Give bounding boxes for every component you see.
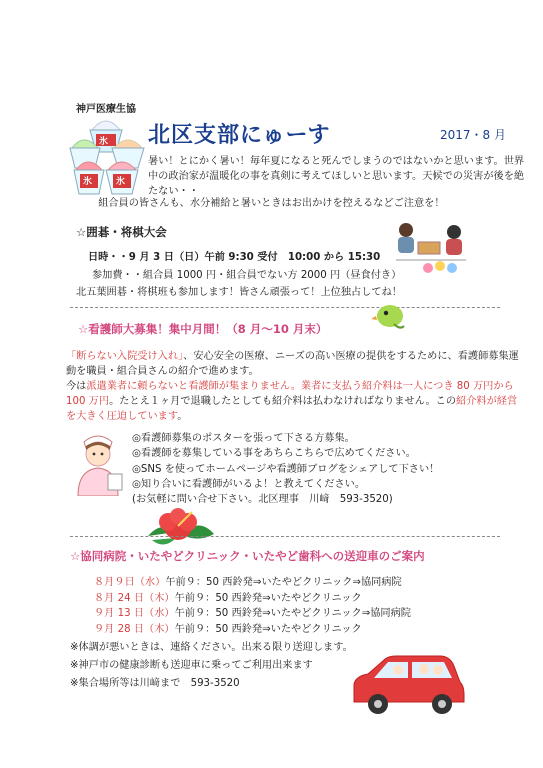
bird-illustration bbox=[372, 296, 408, 332]
nurse-action-list bbox=[132, 431, 512, 507]
nurse-emphasis: 派遣業者に頼らないと看護師が集まりません。業者に支払う紹介料は一人につき 80 万円から 100 万円 bbox=[66, 381, 514, 407]
list-item: ◎SNS を使ってホームページや看護師ブログをシェアして下さい！ bbox=[132, 463, 440, 475]
go-shogi-heading: ☆囲碁・将棋大会 bbox=[76, 225, 167, 239]
shuttle-note: ※体調が悪いときは、連絡ください。出来る限り送迎します。 bbox=[70, 642, 353, 653]
nurse-text: 。 bbox=[177, 411, 188, 422]
schedule-date: ８月９日（水） bbox=[94, 577, 166, 588]
contact-line: (お気軽に問い合せ下さい。北区理事 川﨑 593-3520) bbox=[132, 494, 393, 506]
issue-date: 2017・8 月 bbox=[440, 128, 506, 142]
nurse-paragraph-1 bbox=[66, 349, 526, 379]
nurse-recruitment-body bbox=[66, 349, 526, 424]
nurse-text: 今は bbox=[66, 381, 87, 392]
nurse-emphasis: 紹介料が経営を大きく圧迫しています bbox=[66, 396, 518, 422]
schedule-route: 午前９：50 西鈴発⇒いたやどクリニック⇒協同病院 bbox=[165, 577, 402, 588]
schedule-date: ９月 13 日（水） bbox=[94, 608, 175, 619]
schedule-route: 午前９：50 西鈴発⇒いたやどクリニック bbox=[174, 623, 362, 635]
nurse-text: 。たとえ１ヶ月で退職したとしても紹介料は払わなければなりません。この bbox=[109, 396, 457, 407]
schedule-route: 午前９：50 西鈴発⇒いたやどクリニック bbox=[174, 592, 362, 604]
list-item: ◎知り合いに看護師がいるよ！と教えてください。 bbox=[132, 478, 366, 490]
shaved-ice-sign: 氷 bbox=[83, 177, 93, 187]
shuttle-note: ※神戸市の健康診断も送迎車に乗ってご利用出来ます bbox=[70, 660, 313, 671]
schedule-date: ９月 28 日（木） bbox=[94, 623, 175, 635]
shuttle-heading: ☆協同病院・いたやどクリニック・いたやど歯科への送迎車のご案内 bbox=[70, 549, 425, 563]
page-title: 北区支部にゅーす bbox=[148, 123, 331, 148]
schedule-date: ８月 24 日（木） bbox=[94, 592, 175, 604]
schedule-row bbox=[94, 591, 411, 607]
section-divider bbox=[70, 307, 500, 308]
go-shogi-notice: 北五葉囲碁・将棋班も参加します！皆さん頑張って！上位独占してね！ bbox=[76, 287, 402, 298]
nurse-illustration bbox=[70, 432, 128, 496]
go-shogi-fee: 参加費・・組合員 1000 円・組合員でない方 2000 円（昼食付き） bbox=[92, 270, 402, 281]
list-item: ◎看護師募集のポスターを張って下さる方募集。 bbox=[132, 433, 355, 444]
organization-name: 神戸医療生協 bbox=[76, 104, 136, 115]
shuttle-schedule bbox=[94, 575, 411, 637]
flowers-illustration bbox=[420, 258, 460, 278]
intro-paragraph: 暑い！とにかく暑い！毎年夏になると死んでしまうのではないかと思います。世界中の政治家が温暖化の事を真剣に考えてほしいと思います。天候での災害が後を絶たない・・ bbox=[148, 156, 525, 197]
nurse-text: 、安心安全の医療、ニーズの高い医療の提供をするために、看護師募集運動を職員・組合員さんの紹介で進めます。 bbox=[66, 351, 519, 377]
shaved-ice-illustration bbox=[66, 108, 146, 204]
shaved-ice-sign: 氷 bbox=[99, 137, 109, 147]
schedule-row bbox=[94, 575, 411, 591]
go-shogi-datetime: 日時・・9 月 3 日（日）午前 9:30 受付 10:00 から 15:30 bbox=[88, 252, 381, 263]
schedule-row bbox=[94, 622, 411, 638]
list-item: ◎看護師を募集している事をあちらこちらで広めてください。 bbox=[132, 448, 416, 460]
car-illustration bbox=[348, 652, 468, 718]
schedule-row bbox=[94, 606, 411, 622]
nurse-emphasis: 「断らない入院受け入れ」 bbox=[66, 351, 184, 362]
section-divider bbox=[70, 536, 500, 537]
nurse-recruitment-heading: ☆看護師大募集！集中月間！（8 月～10 月末） bbox=[78, 322, 328, 336]
intro-paragraph-2: 組合員の皆さんも、水分補給と暑いときはお出かけを控えるなどご注意を！ bbox=[98, 198, 445, 209]
shaved-ice-sign: 氷 bbox=[116, 177, 126, 187]
schedule-route: 午前９：50 西鈴発⇒いたやどクリニック⇒協同病院 bbox=[174, 608, 411, 619]
nurse-paragraph-2 bbox=[66, 379, 526, 424]
shuttle-note: ※集合場所等は川﨑まで 593-3520 bbox=[70, 678, 240, 689]
